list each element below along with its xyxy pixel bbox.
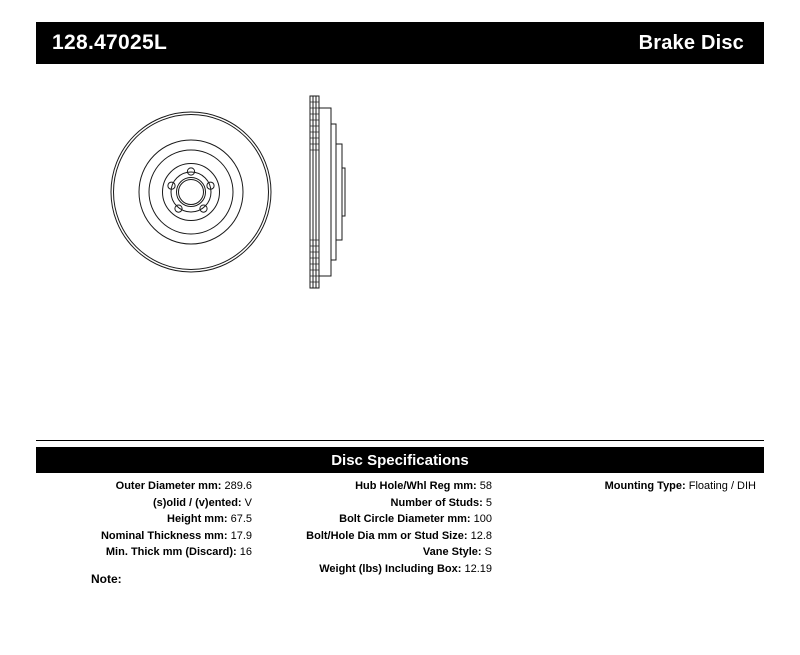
- spec-value: 17.9: [230, 529, 252, 542]
- table-row: [258, 544, 492, 561]
- note-label: Note:: [91, 572, 122, 586]
- spec-label: Number of Studs:: [390, 496, 483, 509]
- spec-label: Outer Diameter mm:: [115, 480, 222, 492]
- spec-value: S: [484, 546, 492, 558]
- brake-rotor-face-view: [111, 112, 271, 272]
- spec-label: Nominal Thickness mm:: [100, 529, 228, 542]
- spec-label: Weight (lbs) Including Box:: [319, 562, 462, 575]
- brake-rotor-edge-section-view: [310, 96, 345, 288]
- note-row: [36, 572, 764, 586]
- header-bar: [36, 22, 764, 64]
- spec-label: Min. Thick mm (Discard):: [105, 546, 237, 558]
- specifications-grid: [36, 478, 764, 577]
- spec-column-3: [498, 478, 764, 495]
- spec-label: Bolt/Hole Dia mm or Stud Size:: [306, 529, 468, 542]
- spec-label: Vane Style:: [422, 546, 482, 558]
- product-drawing: [36, 80, 764, 420]
- table-row: [36, 544, 252, 561]
- page-title: Brake Disc: [638, 31, 744, 54]
- spec-label: Hub Hole/Whl Reg mm:: [355, 480, 477, 492]
- spec-section-divider: [36, 440, 764, 441]
- spec-value: 67.5: [230, 513, 252, 525]
- table-row: [36, 528, 252, 545]
- spec-value: Floating / DIH: [688, 480, 756, 492]
- table-row: [36, 495, 252, 512]
- spec-value: 12.19: [464, 562, 492, 575]
- table-row: [258, 511, 492, 528]
- table-row: [258, 528, 492, 545]
- spec-column-1: [36, 478, 258, 561]
- spec-value: 5: [485, 496, 492, 509]
- spec-column-2: [258, 478, 498, 577]
- part-number-label: 128.47025L: [52, 31, 168, 54]
- table-row: [258, 495, 492, 512]
- brake-disc-technical-drawing: [36, 80, 764, 420]
- spec-label: Mounting Type:: [604, 480, 686, 492]
- table-row: [498, 478, 756, 495]
- spec-value: 16: [239, 546, 252, 558]
- spec-value: 58: [479, 480, 492, 492]
- spec-value: 12.8: [470, 529, 492, 542]
- spec-value: 289.6: [224, 480, 252, 492]
- spec-section-title: Disc Specifications: [331, 451, 469, 469]
- spec-value: V: [244, 496, 252, 509]
- table-row: [258, 478, 492, 495]
- table-row: [36, 511, 252, 528]
- spec-label: (s)olid / (v)ented:: [152, 496, 242, 509]
- spec-section-header: [36, 447, 764, 473]
- spec-value: 100: [473, 513, 492, 525]
- table-row: [36, 478, 252, 495]
- spec-label: Bolt Circle Diameter mm:: [339, 513, 471, 525]
- spec-label: Height mm:: [167, 513, 228, 525]
